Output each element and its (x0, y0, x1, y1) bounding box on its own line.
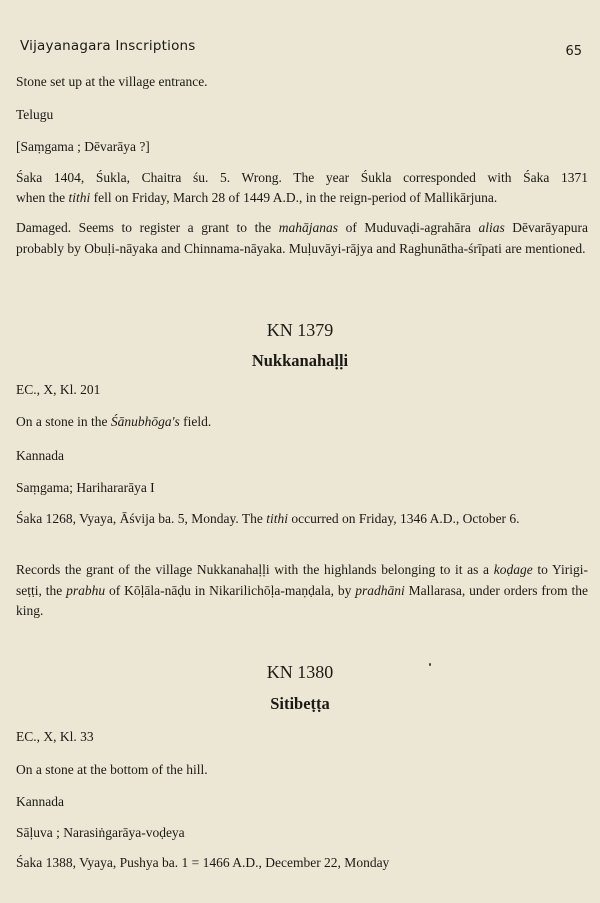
carryover-location: Stone set up at the village entrance. (16, 74, 208, 89)
entry-place-name: Sitibeṭṭa (270, 694, 330, 713)
carryover-dynasty: [Saṃgama ; Dēvarāya ?] (16, 139, 150, 154)
entry-number: KN 1379 (266, 320, 334, 340)
carryover-summary: Damaged. Seems to register a grant to the mahājanas of Muduvaḍi-agrahāra alias Dēvarāyapura probably by Obuḷi-nāyaka and Chinnama-nāyaka. Muḷuvāyi-rājya and Raghunātha-śrīpati are mentioned. (16, 220, 588, 256)
carryover-date-line2: when the tithi fell on Friday, March 28 of 1449 A.D., in the reign-period of Mallikārjuna. (16, 190, 498, 205)
entry-reference: EC., X, Kl. 33 (16, 729, 94, 744)
entry-location: On a stone at the bottom of the hill. (16, 762, 208, 777)
ink-speck (429, 663, 431, 666)
entry-language: Kannada (16, 794, 64, 809)
entry-summary: Records the grant of the village Nukkanahaḷḷi with the highlands belonging to it as a koḍage to Yirigi-seṭṭi, the prabhu of Kōḷāla-nāḍu in Nikarilichōḷa-maṇḍala, by pradhāni Mallarasa, under orders from the king. (16, 562, 588, 618)
entry-location: On a stone in the Śānubhōga's field. (16, 414, 212, 429)
carryover-date-line1: Śaka 1404, Śukla, Chaitra śu. 5. Wrong. The year Śukla corresponded with Śaka 1371 (16, 170, 588, 185)
entry-dynasty: Sāḷuva ; Narasiṅgarāya-voḍeya (16, 825, 185, 840)
entry-reference: EC., X, Kl. 201 (16, 382, 101, 397)
entry-language: Kannada (16, 448, 64, 463)
entry-number: KN 1380 (266, 662, 334, 682)
entry-date: Śaka 1388, Vyaya, Pushya ba. 1 = 1466 A.D., December 22, Monday (16, 855, 390, 870)
carryover-language: Telugu (16, 107, 54, 122)
page-number: 65 (565, 44, 582, 59)
running-title: Vijayanagara Inscriptions (20, 38, 196, 54)
entry-dynasty: Saṃgama; Harihararāya I (16, 480, 155, 495)
entry-date: Śaka 1268, Vyaya, Āśvija ba. 5, Monday. The tithi occurred on Friday, 1346 A.D., October 6. (16, 511, 520, 526)
entry-place-name: Nukkanahaḷḷi (251, 351, 349, 370)
